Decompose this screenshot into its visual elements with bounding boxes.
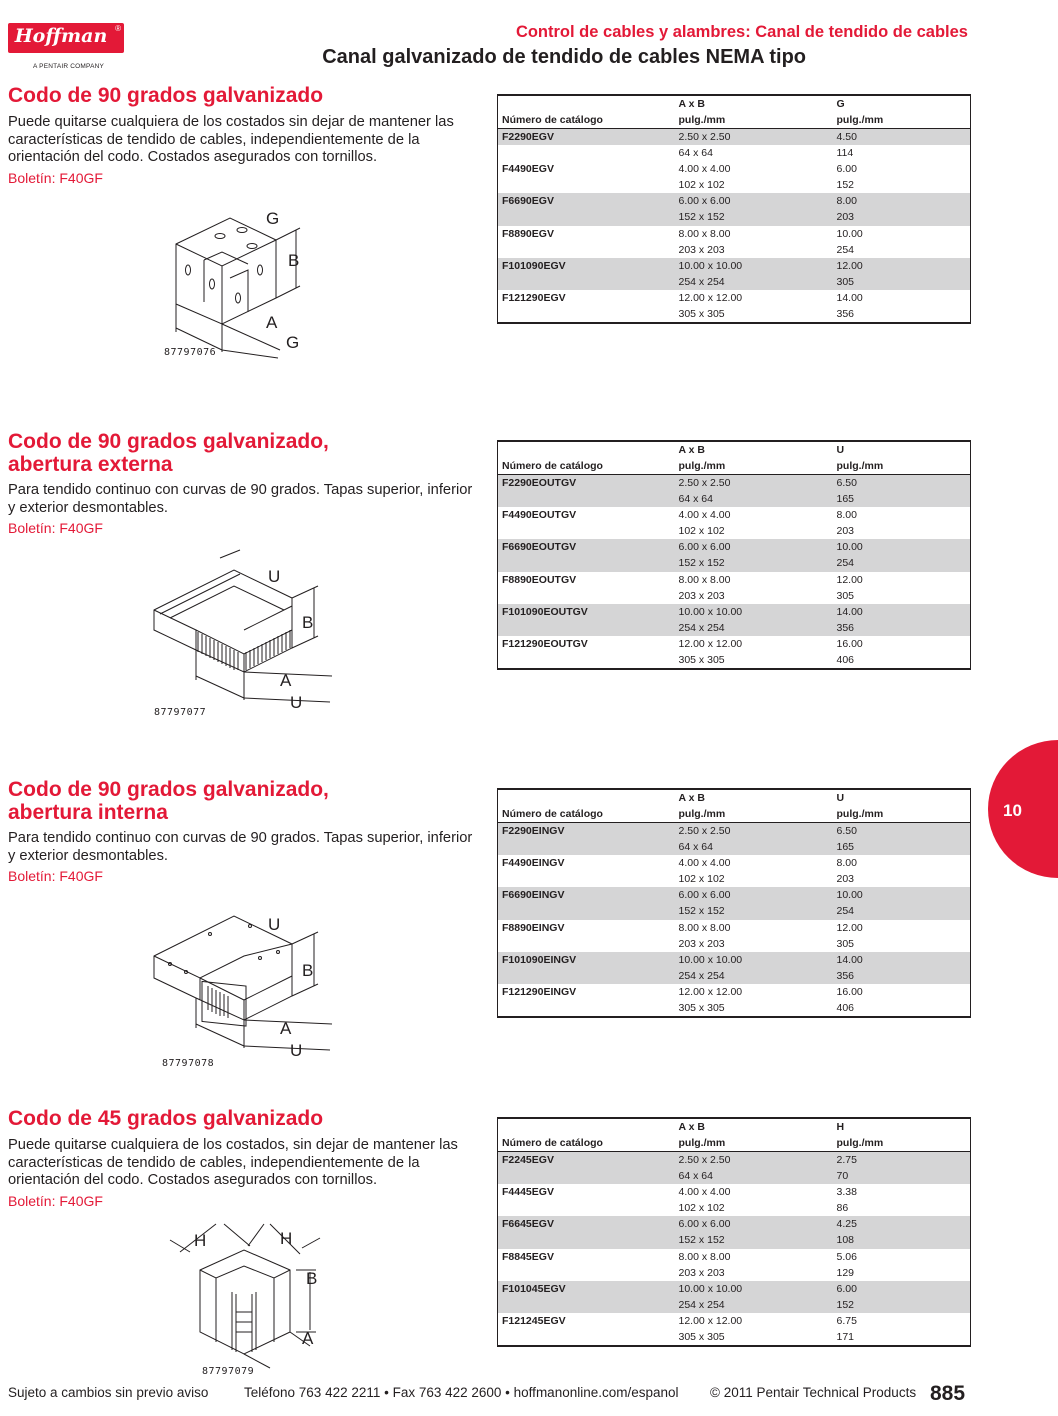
catalog-number: F121245EGV — [502, 1314, 566, 1327]
table-row — [498, 952, 971, 968]
dimension-in: 6.00 x 6.00 — [675, 1216, 833, 1232]
dimension-in: 4.00 x 4.00 — [678, 509, 731, 522]
table-row — [498, 1168, 971, 1184]
column-header: A x B — [678, 444, 705, 456]
section-bulletin: Boletín: F40GF — [8, 1193, 103, 1209]
table-row — [498, 177, 971, 193]
column-header: Número de catálogo — [498, 806, 675, 823]
value-in: 8.00 — [833, 193, 971, 209]
column-header — [498, 1118, 675, 1135]
dimension-mm: 64 x 64 — [675, 839, 833, 855]
table-row — [498, 604, 971, 620]
table-row — [498, 161, 971, 177]
value-in: 4.25 — [833, 1216, 971, 1232]
page-category: Control de cables y alambres: Canal de tendido de cables — [515, 23, 968, 41]
dimension-in: 10.00 x 10.00 — [675, 258, 833, 274]
value-in: 2.75 — [833, 1152, 971, 1169]
elbow-45-figure — [160, 1222, 340, 1377]
dimension-in: 4.00 x 4.00 — [678, 163, 731, 176]
dimension-in: 8.00 x 8.00 — [678, 573, 731, 586]
elbow-45-drawing — [160, 1222, 340, 1372]
section-description: Para tendido continuo con curvas de 90 grados. Tapas superior, inferior y exterior desmontables. — [8, 830, 473, 864]
elbow-90-inside-figure — [150, 900, 340, 1069]
table-row — [498, 306, 971, 323]
dimension-mm: 152 x 152 — [675, 555, 833, 571]
table-row — [498, 1152, 971, 1169]
value-in: 14.00 — [836, 291, 863, 304]
value-in: 8.00 — [836, 857, 857, 870]
section-title — [8, 778, 329, 824]
table-header-row — [498, 789, 971, 806]
value-in: 6.00 — [833, 1281, 971, 1297]
value-mm: 70 — [833, 1168, 971, 1184]
table-row — [498, 855, 971, 871]
dimension-mm: 102 x 102 — [678, 525, 725, 538]
table-row — [498, 1000, 971, 1017]
table-row — [498, 920, 971, 936]
dimension-in: 8.00 x 8.00 — [678, 227, 731, 240]
svg-text:G: G — [266, 209, 280, 228]
table-header-row — [498, 441, 971, 458]
section-title-line: Codo de 90 grados galvanizado, — [8, 430, 329, 453]
catalog-number: F6690EINGV — [498, 887, 675, 903]
svg-text:B: B — [302, 613, 314, 632]
dimension-mm: 64 x 64 — [678, 147, 713, 160]
column-header: pulg./mm — [833, 1135, 971, 1152]
value-mm: 356 — [836, 308, 855, 321]
footer-notice: Sujeto a cambios sin previo aviso — [8, 1385, 209, 1400]
table-row — [498, 1313, 971, 1329]
dimension-mm: 102 x 102 — [678, 1202, 725, 1215]
catalog-number: F121290EOUTGV — [502, 637, 588, 650]
table-row — [498, 290, 971, 306]
table-row — [498, 274, 971, 290]
dimension-in: 12.00 x 12.00 — [678, 291, 743, 304]
column-header — [498, 789, 675, 806]
table-row — [498, 209, 971, 225]
dimension-mm: 254 x 254 — [675, 274, 833, 290]
catalog-number: F2290EINGV — [498, 823, 675, 840]
value-mm: 356 — [833, 968, 971, 984]
svg-text:A: A — [280, 671, 292, 690]
dimension-mm: 64 x 64 — [675, 491, 833, 507]
dimension-in: 12.00 x 12.00 — [678, 637, 743, 650]
table-header-row — [498, 806, 971, 823]
section-title-line: Codo de 90 grados galvanizado, — [8, 778, 329, 801]
logo-registered-mark: ® — [115, 24, 121, 33]
value-in: 6.50 — [833, 475, 971, 492]
catalog-number: F8890EINGV — [502, 921, 565, 934]
table-row — [498, 968, 971, 984]
column-header: pulg./mm — [833, 806, 971, 823]
column-header: H — [836, 1121, 845, 1133]
section-bulletin: Boletín: F40GF — [8, 520, 103, 536]
dimension-mm: 305 x 305 — [678, 1002, 725, 1015]
section-title-line: abertura interna — [8, 801, 168, 824]
value-mm: 165 — [833, 491, 971, 507]
value-mm: 86 — [836, 1202, 849, 1215]
catalog-number: F6690EGV — [498, 193, 675, 209]
svg-text:B: B — [302, 961, 314, 980]
value-in: 10.00 — [833, 539, 971, 555]
value-in: 10.00 — [836, 227, 863, 240]
footer-copyright: © 2011 Pentair Technical Products — [710, 1385, 917, 1400]
dimension-mm: 305 x 305 — [678, 1331, 725, 1344]
column-header: pulg./mm — [675, 458, 833, 475]
value-mm: 305 — [833, 274, 971, 290]
dimension-mm: 254 x 254 — [675, 620, 833, 636]
column-header: A x B — [678, 1121, 705, 1133]
logo-wordmark: Hoffman — [14, 25, 108, 47]
dimension-in: 12.00 x 12.00 — [678, 985, 743, 998]
value-mm: 254 — [836, 243, 855, 256]
dimension-in: 6.00 x 6.00 — [675, 193, 833, 209]
column-header: A x B — [678, 98, 705, 110]
svg-text:U: U — [268, 567, 281, 586]
svg-text:U: U — [290, 693, 303, 712]
section-title — [8, 1107, 323, 1130]
table-row — [498, 1281, 971, 1297]
table-row — [498, 823, 971, 840]
table-row — [498, 1184, 971, 1200]
section-title-line: abertura externa — [8, 453, 173, 476]
table-row — [498, 636, 971, 652]
table-row — [498, 871, 971, 887]
table-row — [498, 1265, 971, 1281]
spec-table — [497, 788, 971, 1018]
value-in: 8.00 — [836, 509, 857, 522]
table-row — [498, 1249, 971, 1265]
column-header: U — [836, 444, 845, 456]
table-row — [498, 507, 971, 523]
page-title: Canal galvanizado de tendido de cables NEMA tipo — [322, 46, 806, 68]
table-row — [498, 539, 971, 555]
table-row — [498, 1297, 971, 1313]
table-row — [498, 1216, 971, 1232]
column-header: pulg./mm — [675, 1135, 833, 1152]
section-bulletin: Boletín: F40GF — [8, 170, 103, 186]
value-mm: 152 — [833, 1297, 971, 1313]
table-header-row — [498, 458, 971, 475]
column-header: pulg./mm — [675, 806, 833, 823]
catalog-number: F4490EGV — [502, 163, 554, 176]
value-mm: 108 — [833, 1232, 971, 1248]
column-header: Número de catálogo — [498, 112, 675, 129]
table-row — [498, 555, 971, 571]
table-row — [498, 839, 971, 855]
value-mm: 254 — [833, 903, 971, 919]
elbow-90-figure — [160, 200, 340, 360]
value-in: 14.00 — [833, 604, 971, 620]
spec-table — [497, 440, 971, 670]
table-header-row — [498, 95, 971, 112]
dimension-in: 2.50 x 2.50 — [675, 129, 833, 146]
value-mm: 406 — [836, 1002, 855, 1015]
column-header — [498, 441, 675, 458]
dimension-mm: 152 x 152 — [675, 903, 833, 919]
catalog-number: F121290EINGV — [502, 985, 577, 998]
table-row — [498, 258, 971, 274]
column-header — [498, 95, 675, 112]
table-row — [498, 903, 971, 919]
value-mm: 356 — [833, 620, 971, 636]
dimension-in: 2.50 x 2.50 — [675, 823, 833, 840]
section-title-line: Codo de 45 grados galvanizado — [8, 1107, 324, 1130]
column-header: G — [836, 98, 845, 110]
value-mm: 129 — [836, 1266, 855, 1279]
value-mm: 165 — [833, 839, 971, 855]
value-mm: 152 — [836, 179, 855, 192]
catalog-number: F8890EGV — [502, 227, 554, 240]
svg-text:A: A — [302, 1329, 314, 1348]
table-row — [498, 1329, 971, 1346]
value-mm: 406 — [836, 654, 855, 667]
column-header: pulg./mm — [675, 112, 833, 129]
hoffman-logo — [8, 23, 124, 53]
table-row — [498, 226, 971, 242]
table-header-row — [498, 1118, 971, 1135]
value-in: 10.00 — [833, 887, 971, 903]
section-description: Para tendido continuo con curvas de 90 grados. Tapas superior, inferior y exterior desmontables. — [8, 482, 473, 516]
section-description: Puede quitarse cualquiera de los costados sin dejar de mantener las características de tendido de cables, independientemente de la orientación del codo. Costados asegurados con tornillos. — [8, 114, 454, 165]
section-tab — [988, 740, 1058, 878]
company-line: A PENTAIR COMPANY — [33, 63, 105, 70]
svg-text:U: U — [290, 1041, 303, 1060]
value-in: 12.00 — [836, 573, 863, 586]
dimension-in: 2.50 x 2.50 — [675, 475, 833, 492]
table-row — [498, 491, 971, 507]
table-row — [498, 129, 971, 146]
table-row — [498, 1200, 971, 1216]
catalog-number: F2245EGV — [498, 1152, 675, 1169]
column-header: Número de catálogo — [498, 458, 675, 475]
section-title-line: Codo de 90 grados galvanizado — [8, 84, 324, 107]
table-header-row — [498, 112, 971, 129]
dimension-mm: 152 x 152 — [675, 1232, 833, 1248]
dimension-mm: 203 x 203 — [678, 937, 725, 950]
svg-text:U: U — [268, 915, 281, 934]
catalog-number: F101090EGV — [498, 258, 675, 274]
catalog-number: F2290EGV — [498, 129, 675, 146]
svg-text:B: B — [306, 1269, 318, 1288]
dimension-in: 2.50 x 2.50 — [675, 1152, 833, 1169]
table-row — [498, 984, 971, 1000]
column-header: U — [836, 792, 845, 804]
dimension-in: 10.00 x 10.00 — [675, 1281, 833, 1297]
figure-code: 87797077 — [154, 707, 207, 718]
value-mm: 203 — [836, 525, 855, 538]
column-header: pulg./mm — [833, 458, 971, 475]
catalog-number: F4445EGV — [502, 1186, 554, 1199]
section-title — [8, 84, 323, 107]
table-row — [498, 1232, 971, 1248]
dimension-mm: 64 x 64 — [675, 1168, 833, 1184]
value-mm: 203 — [836, 873, 855, 886]
dimension-mm: 102 x 102 — [678, 179, 725, 192]
catalog-number: F2290EOUTGV — [498, 475, 675, 492]
svg-text:A: A — [280, 1019, 292, 1038]
value-in: 6.00 — [836, 163, 857, 176]
dimension-in: 6.00 x 6.00 — [675, 887, 833, 903]
value-in: 16.00 — [836, 985, 863, 998]
table-header-row — [498, 1135, 971, 1152]
catalog-number: F8890EOUTGV — [502, 573, 577, 586]
svg-text:H: H — [280, 1229, 293, 1248]
dimension-in: 6.00 x 6.00 — [675, 539, 833, 555]
dimension-in: 10.00 x 10.00 — [675, 604, 833, 620]
dimension-in: 4.00 x 4.00 — [678, 1186, 731, 1199]
value-in: 12.00 — [836, 921, 863, 934]
dimension-in: 4.00 x 4.00 — [678, 857, 731, 870]
catalog-number: F101090EINGV — [498, 952, 675, 968]
catalog-number: F101045EGV — [498, 1281, 675, 1297]
value-in: 6.75 — [836, 1314, 857, 1327]
table-row — [498, 887, 971, 903]
section-tab-label: 10 — [1003, 801, 1022, 820]
elbow-90-outside-figure — [150, 552, 340, 717]
catalog-number: F8845EGV — [502, 1250, 554, 1263]
value-mm: 305 — [836, 589, 855, 602]
dimension-mm: 254 x 254 — [675, 968, 833, 984]
value-mm: 203 — [833, 209, 971, 225]
figure-code: 87797076 — [164, 347, 217, 358]
dimension-mm: 203 x 203 — [678, 243, 725, 256]
table-row — [498, 193, 971, 209]
dimension-mm: 152 x 152 — [675, 209, 833, 225]
table-row — [498, 475, 971, 492]
value-in: 14.00 — [833, 952, 971, 968]
value-mm: 254 — [833, 555, 971, 571]
svg-text:H: H — [194, 1231, 207, 1250]
spec-table — [497, 94, 971, 324]
dimension-in: 12.00 x 12.00 — [678, 1314, 743, 1327]
page-number: 885 — [930, 1382, 966, 1405]
value-mm: 171 — [836, 1331, 855, 1344]
table-row — [498, 523, 971, 539]
figure-code: 87797078 — [162, 1058, 215, 1069]
footer-contact: Teléfono 763 422 2211 • Fax 763 422 2600 • hoffmanonline.com/espanol — [244, 1385, 679, 1400]
svg-text:G: G — [286, 333, 300, 352]
elbow-90-inside-drawing — [150, 900, 340, 1065]
dimension-mm: 203 x 203 — [678, 1266, 725, 1279]
dimension-in: 8.00 x 8.00 — [678, 921, 731, 934]
elbow-90-drawing — [160, 200, 340, 360]
dimension-mm: 305 x 305 — [678, 654, 725, 667]
dimension-mm: 305 x 305 — [678, 308, 725, 321]
table-row — [498, 572, 971, 588]
dimension-mm: 203 x 203 — [678, 589, 725, 602]
table-row — [498, 936, 971, 952]
value-in: 4.50 — [833, 129, 971, 146]
value-in: 3.38 — [836, 1186, 857, 1199]
catalog-number: F4490EOUTGV — [502, 509, 577, 522]
section-description: Puede quitarse cualquiera de los costados, sin dejar de mantener las características de tendido de cables, independientemente de la orientación del codo. Costados asegurados con tornillos. — [8, 1137, 458, 1188]
column-header: Número de catálogo — [498, 1135, 675, 1152]
table-row — [498, 588, 971, 604]
column-header: A x B — [678, 792, 705, 804]
svg-text:A: A — [266, 313, 278, 332]
value-in: 12.00 — [833, 258, 971, 274]
figure-code: 87797079 — [202, 1366, 255, 1377]
column-header: pulg./mm — [833, 112, 971, 129]
dimension-in: 8.00 x 8.00 — [678, 1250, 731, 1263]
section-title — [8, 430, 329, 476]
catalog-number: F6690EOUTGV — [498, 539, 675, 555]
section-bulletin: Boletín: F40GF — [8, 868, 103, 884]
value-in: 16.00 — [836, 637, 863, 650]
value-mm: 305 — [836, 937, 855, 950]
dimension-in: 10.00 x 10.00 — [675, 952, 833, 968]
spec-table — [497, 1117, 971, 1347]
svg-text:B: B — [288, 251, 300, 270]
dimension-mm: 254 x 254 — [675, 1297, 833, 1313]
value-mm: 114 — [836, 147, 854, 160]
table-row — [498, 652, 971, 669]
dimension-mm: 102 x 102 — [678, 873, 725, 886]
value-in: 5.06 — [836, 1250, 857, 1263]
table-row — [498, 145, 971, 161]
catalog-number: F4490EINGV — [502, 857, 565, 870]
catalog-number: F6645EGV — [498, 1216, 675, 1232]
value-in: 6.50 — [833, 823, 971, 840]
catalog-number: F121290EGV — [502, 291, 566, 304]
elbow-90-outside-drawing — [150, 552, 340, 717]
catalog-number: F101090EOUTGV — [498, 604, 675, 620]
table-row — [498, 242, 971, 258]
table-row — [498, 620, 971, 636]
